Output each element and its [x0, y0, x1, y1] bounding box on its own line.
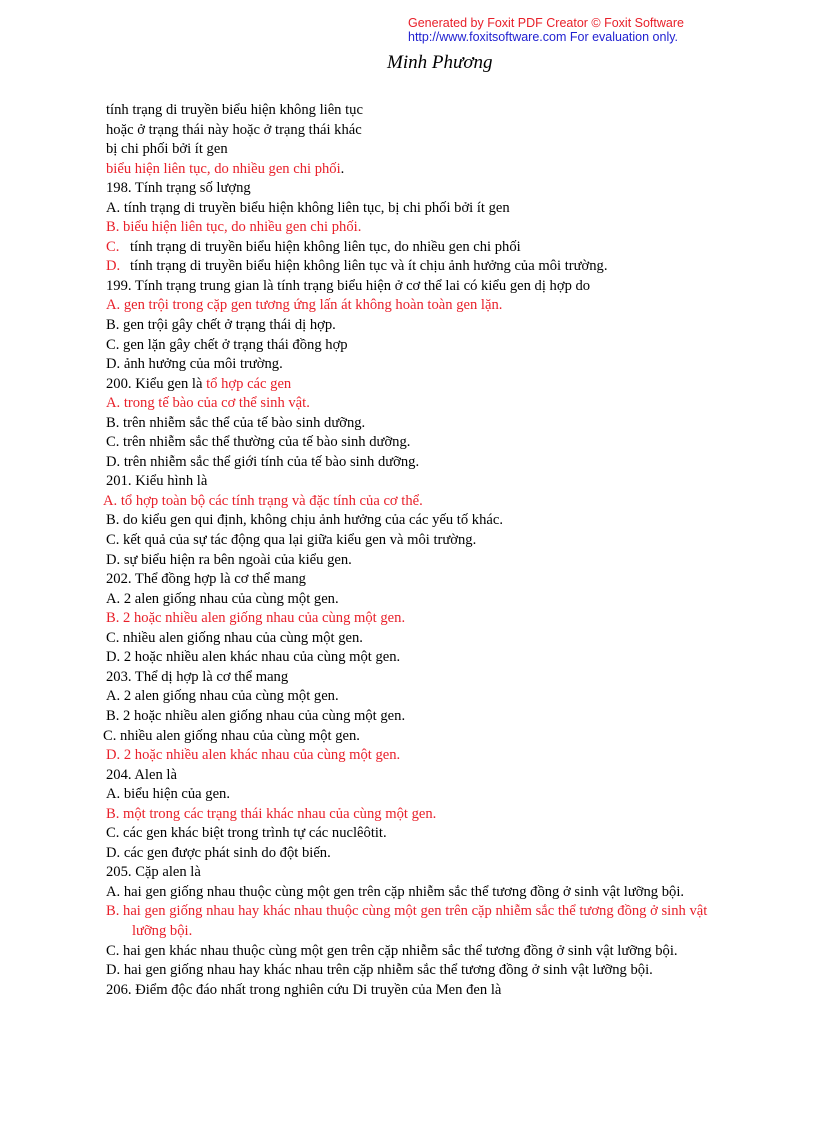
line-text: C. trên nhiễm sắc thể thường của tế bào sinh dưỡng.: [106, 434, 411, 451]
line-text: B. 2 hoặc nhiều alen giống nhau của cùng một gen.: [106, 707, 406, 724]
text-line: [106, 922, 796, 942]
option-label: C.: [106, 238, 120, 255]
line-text: B. một trong các trạng thái khác nhau của cùng một gen.: [106, 805, 437, 822]
text-line: [106, 277, 796, 297]
text-line: [106, 316, 796, 336]
line-text: 200. Kiểu gen là: [106, 375, 207, 392]
text-line: [103, 492, 796, 512]
text-line: [106, 785, 796, 805]
watermark-line-2: http://www.foxitsoftware.com For evaluation only.: [408, 30, 679, 44]
text-line: [106, 414, 796, 434]
line-text: hoặc ở trạng thái này hoặc ở trạng thái khác: [106, 121, 362, 138]
text-line: [106, 179, 796, 199]
document-body: [103, 101, 796, 1000]
text-line: [106, 296, 796, 316]
text-line: [106, 355, 796, 375]
line-text: 205. Cặp alen là: [106, 864, 201, 881]
line-text: C. các gen khác biệt trong trình tự các nuclêôtit.: [106, 825, 387, 842]
text-line: [106, 336, 796, 356]
line-text: 199. Tính trạng trung gian là tính trạng biểu hiện ở cơ thể lai có kiểu gen dị hợp do: [106, 277, 591, 294]
line-text: B. trên nhiễm sắc thể của tế bào sinh dưỡng.: [106, 414, 366, 431]
text-line: [106, 257, 796, 277]
line-text: C. nhiều alen giống nhau của cùng một gen.: [103, 727, 360, 744]
text-line: [106, 746, 796, 766]
line-text: 206. Điểm độc đáo nhất trong nghiên cứu Di truyền của Men đen là: [106, 981, 502, 998]
text-line: [106, 570, 796, 590]
text-line: [106, 942, 796, 962]
line-text: 202. Thể đồng hợp là cơ thể mang: [106, 571, 306, 588]
line-highlight: tổ hợp các gen: [206, 375, 292, 392]
line-text: A. 2 alen giống nhau của cùng một gen.: [106, 590, 339, 607]
line-tail: .: [340, 160, 345, 177]
page-header-author: Minh Phương: [387, 52, 493, 73]
text-line: [106, 844, 796, 864]
text-line: [106, 238, 796, 258]
text-line: [106, 687, 796, 707]
line-text: tính trạng di truyền biểu hiện không liên tục: [106, 102, 363, 118]
line-text: A. tổ hợp toàn bộ các tính trạng và đặc tính của cơ thể.: [103, 492, 423, 509]
foxit-watermark: [408, 16, 708, 44]
text-line: [106, 199, 796, 219]
line-text: D. sự biểu hiện ra bên ngoài của kiểu gen.: [106, 551, 352, 568]
line-text: C. kết quả của sự tác động qua lại giữa kiểu gen và môi trường.: [106, 532, 477, 549]
text-line: [106, 453, 796, 473]
line-text: A. tính trạng di truyền biểu hiện không liên tục, bị chi phối bởi ít gen: [106, 199, 510, 216]
text-line: [106, 140, 796, 160]
text-line: [106, 805, 796, 825]
line-text: A. 2 alen giống nhau của cùng một gen.: [106, 688, 339, 705]
text-line: [106, 629, 796, 649]
line-text: lưỡng bội.: [132, 922, 193, 939]
text-line: [106, 883, 796, 903]
line-text: 198. Tính trạng số lượng: [106, 180, 251, 197]
text-line: [106, 981, 796, 1001]
line-text: B. hai gen giống nhau hay khác nhau thuộc cùng một gen trên cặp nhiễm sắc thể tương đồng ở sinh vật: [106, 903, 708, 920]
line-text: 203. Thể dị hợp là cơ thể mang: [106, 668, 289, 685]
text-line: [106, 101, 796, 121]
text-line: [106, 121, 796, 141]
text-line: [103, 727, 796, 747]
text-line: [106, 375, 796, 395]
text-line: [106, 648, 796, 668]
line-text: C. gen lặn gây chết ở trạng thái đồng hợp: [106, 336, 348, 353]
line-text: D. trên nhiễm sắc thể giới tính của tế bào sinh dưỡng.: [106, 453, 420, 470]
text-line: [106, 531, 796, 551]
text-line: [106, 961, 796, 981]
text-line: [106, 609, 796, 629]
line-text: tính trạng di truyền biểu hiện không liên tục và ít chịu ảnh hưởng của môi trường.: [130, 258, 608, 275]
text-line: [106, 551, 796, 571]
option-label: D.: [106, 258, 121, 275]
line-text: B. 2 hoặc nhiều alen giống nhau của cùng một gen.: [106, 610, 406, 627]
line-text: bị chi phối bởi ít gen: [106, 141, 228, 158]
text-line: [106, 590, 796, 610]
text-line: [106, 668, 796, 688]
line-text: C. nhiều alen giống nhau của cùng một gen.: [106, 629, 363, 646]
watermark-line-1: Generated by Foxit PDF Creator © Foxit Software: [408, 16, 684, 30]
line-text: D. ảnh hưởng của môi trường.: [106, 356, 283, 373]
text-line: [106, 433, 796, 453]
text-line: [106, 160, 796, 180]
line-text: 201. Kiểu hình là: [106, 473, 208, 490]
line-text: D. 2 hoặc nhiều alen khác nhau của cùng một gen.: [106, 747, 401, 764]
text-line: [106, 218, 796, 238]
line-text: D. 2 hoặc nhiều alen khác nhau của cùng một gen.: [106, 649, 401, 666]
line-text: D. các gen được phát sinh do đột biến.: [106, 844, 331, 861]
text-line: [106, 863, 796, 883]
line-text: A. biểu hiện của gen.: [106, 786, 231, 803]
text-line: [106, 394, 796, 414]
text-line: [106, 472, 796, 492]
line-text: B. biểu hiện liên tục, do nhiều gen chi phối.: [106, 219, 362, 236]
text-line: [106, 511, 796, 531]
line-text: C. hai gen khác nhau thuộc cùng một gen trên cặp nhiễm sắc thể tương đồng ở sinh vật lưỡng bội.: [106, 942, 678, 959]
line-text: A. hai gen giống nhau thuộc cùng một gen trên cặp nhiễm sắc thể tương đồng ở sinh vật lưỡng bội.: [106, 883, 685, 900]
line-text: biểu hiện liên tục, do nhiều gen chi phối: [106, 160, 341, 177]
text-line: [106, 902, 796, 922]
line-text: A. trong tế bào của cơ thể sinh vật.: [106, 395, 310, 412]
line-text: A. gen trội trong cặp gen tương ứng lấn át không hoàn toàn gen lặn.: [106, 297, 503, 314]
line-text: D. hai gen giống nhau hay khác nhau trên cặp nhiễm sắc thể tương đồng ở sinh vật lưỡng bội.: [106, 962, 653, 979]
line-text: B. gen trội gây chết ở trạng thái dị hợp.: [106, 317, 336, 334]
line-text: B. do kiểu gen qui định, không chịu ảnh hưởng của các yếu tố khác.: [106, 512, 503, 529]
line-text: tính trạng di truyền biểu hiện không liên tục, do nhiều gen chi phối: [130, 238, 521, 255]
text-line: [106, 824, 796, 844]
text-line: [106, 707, 796, 727]
line-text: 204. Alen là: [106, 766, 177, 783]
text-line: [106, 766, 796, 786]
